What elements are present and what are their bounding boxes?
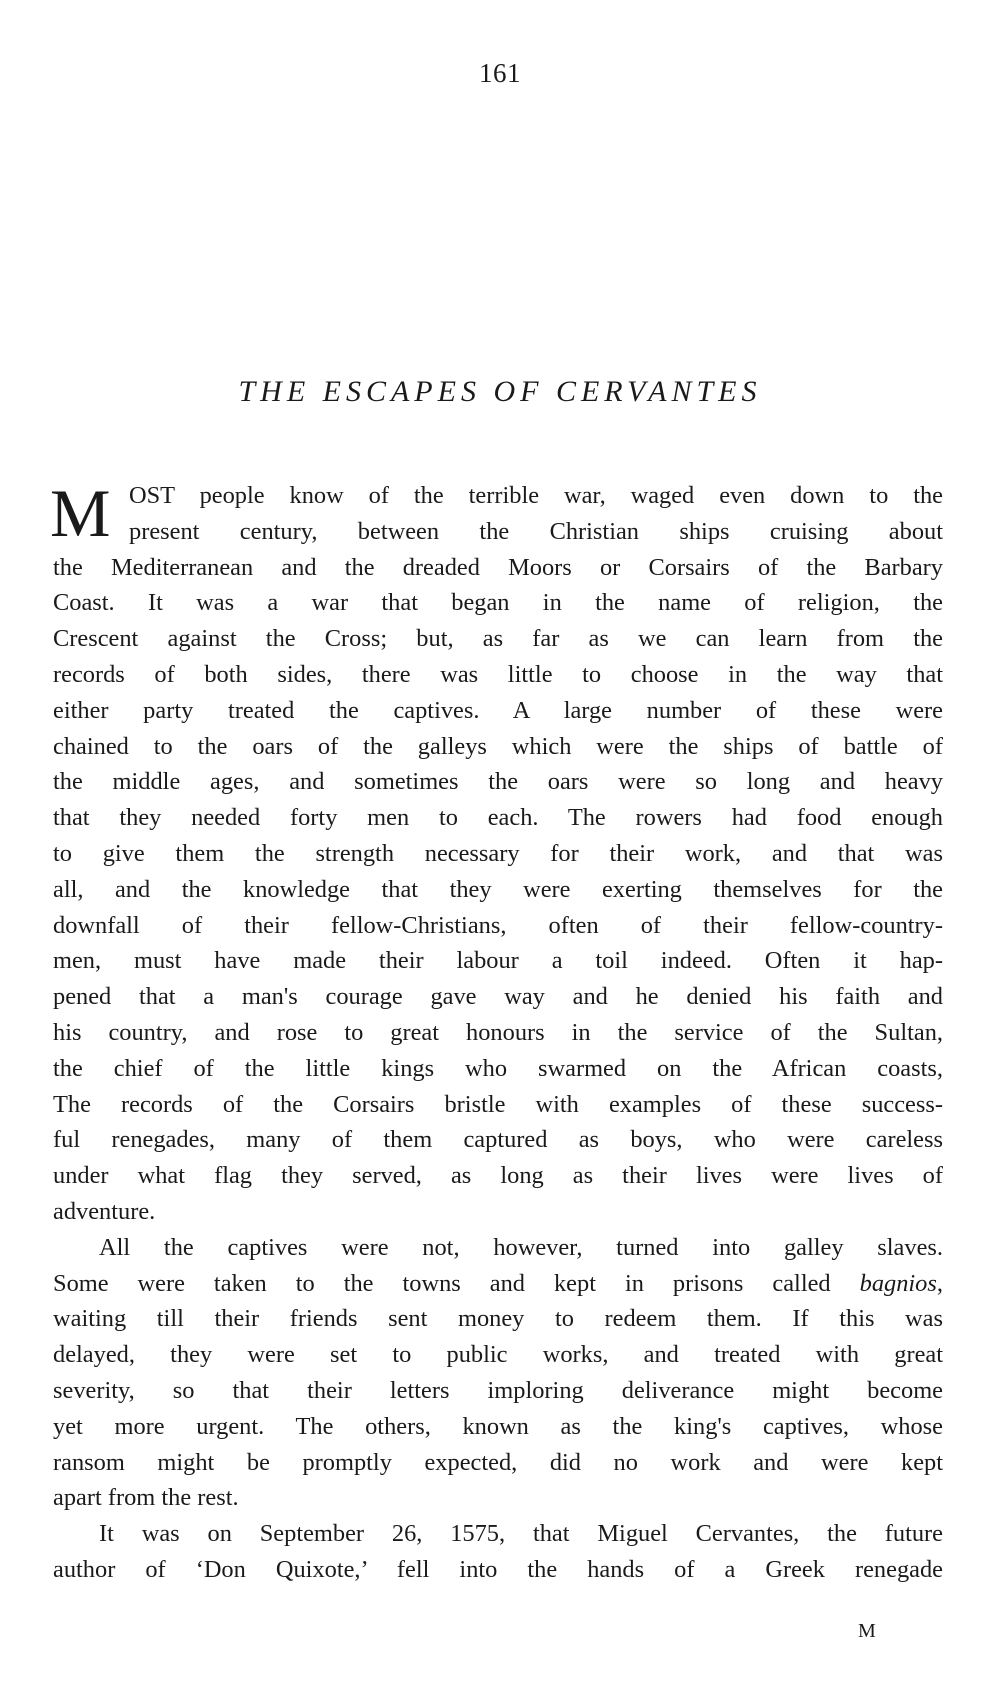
text-line: delayed, they were set to public works, and treated with great bbox=[53, 1341, 943, 1369]
italic-term: bagnios bbox=[859, 1269, 937, 1297]
text-line: all, and the knowledge that they were exerting themselves for the bbox=[53, 875, 943, 903]
text-line: author of ‘Don Quixote,’ fell into the hands of a Greek renegade bbox=[53, 1555, 943, 1583]
text-segment: Some were taken to the towns and kept in prisons called bbox=[53, 1269, 831, 1297]
text-line: present century, between the Christian ships cruising about bbox=[129, 517, 943, 545]
drop-cap: M bbox=[50, 475, 111, 551]
text-line: men, must have made their labour a toil indeed. Often it hap- bbox=[53, 947, 943, 975]
page-number: 161 bbox=[479, 58, 521, 88]
text-line: severity, so that their letters imploring deliverance might become bbox=[53, 1376, 943, 1404]
text-line: to give them the strength necessary for their work, and that was bbox=[53, 839, 943, 867]
text-line: All the captives were not, however, turned into galley slaves. bbox=[99, 1233, 943, 1261]
text-line: that they needed forty men to each. The rowers had food enough bbox=[53, 804, 943, 832]
chapter-title: THE ESCAPES OF CERVANTES bbox=[238, 375, 762, 408]
paragraph-2 bbox=[53, 1230, 943, 1516]
text-line: Crescent against the Cross; but, as far as we can learn from the bbox=[53, 625, 943, 653]
text-line: pened that a man's courage gave way and he denied his faith and bbox=[53, 983, 943, 1011]
text-segment: , bbox=[936, 1269, 943, 1297]
text-line: adventure. bbox=[53, 1197, 156, 1225]
text-line: ransom might be promptly expected, did no work and were kept bbox=[53, 1448, 943, 1476]
text-line: the middle ages, and sometimes the oars were so long and heavy bbox=[53, 768, 943, 796]
body-text bbox=[50, 475, 943, 1588]
text-line: either party treated the captives. A large number of these were bbox=[53, 696, 943, 724]
text-line: apart from the rest. bbox=[53, 1484, 239, 1512]
paragraph-3 bbox=[53, 1516, 943, 1588]
text-line: chained to the oars of the galleys which were the ships of battle of bbox=[53, 732, 943, 760]
text-line: yet more urgent. The others, known as the king's captives, whose bbox=[53, 1412, 943, 1440]
text-line: It was on September 26, 1575, that Miguel Cervantes, the future bbox=[99, 1520, 943, 1548]
text-line: the chief of the little kings who swarmed on the African coasts, bbox=[53, 1054, 943, 1082]
text-line: ful renegades, many of them captured as boys, who were careless bbox=[53, 1126, 943, 1154]
paragraph-1 bbox=[53, 478, 943, 1230]
text-line: OST people know of the terrible war, waged even down to the bbox=[129, 482, 943, 509]
text-line bbox=[53, 1266, 943, 1302]
text-line: waiting till their friends sent money to redeem them. If this was bbox=[53, 1305, 943, 1333]
text-line: his country, and rose to great honours in the service of the Sultan, bbox=[53, 1018, 943, 1046]
text-line: records of both sides, there was little to choose in the way that bbox=[53, 660, 943, 688]
signature-mark: M bbox=[858, 1620, 876, 1642]
text-line: under what flag they served, as long as their lives were lives of bbox=[53, 1162, 943, 1190]
text-line: Coast. It was a war that began in the name of religion, the bbox=[53, 589, 943, 617]
text-line: downfall of their fellow-Christians, often of their fellow-country- bbox=[53, 911, 943, 939]
text-line: the Mediterranean and the dreaded Moors or Corsairs of the Barbary bbox=[53, 553, 943, 581]
text-line: The records of the Corsairs bristle with examples of these success- bbox=[53, 1090, 943, 1118]
